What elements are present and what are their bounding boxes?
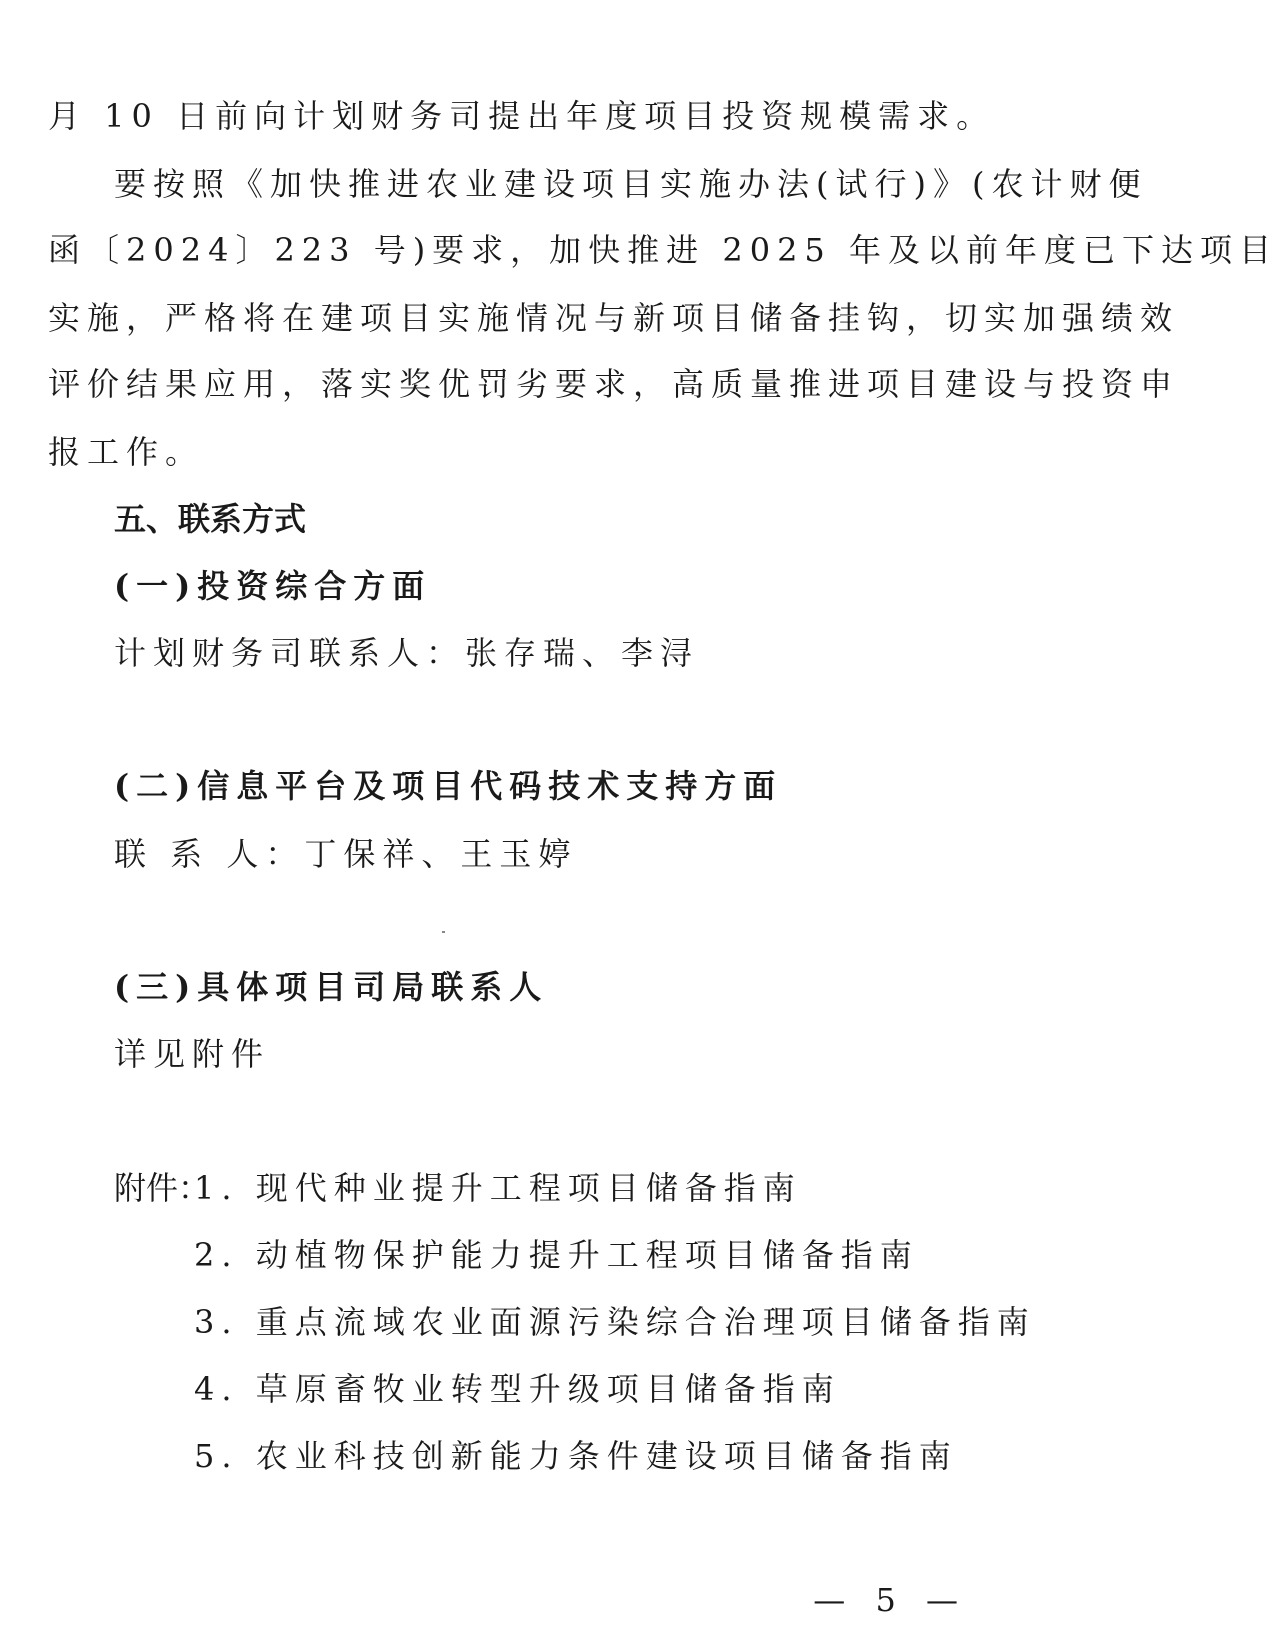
contact-line: 联 系 人：丁保祥、王玉婷 (114, 835, 578, 873)
paragraph-line: 要按照《加快推进农业建设项目实施办法(试行)》(农计财便 (114, 165, 1148, 203)
paragraph-line: 月 10 日前向计划财务司提出年度项目投资规模需求。 (48, 97, 996, 135)
page-number: — 5 — (813, 1581, 968, 1619)
subsection-heading: (二)信息平台及项目代码技术支持方面 (114, 767, 783, 805)
subsection-heading: (三)具体项目司局联系人 (114, 968, 549, 1006)
paragraph-line: 评价结果应用，落实奖优罚劣要求，高质量推进项目建设与投资申 (48, 365, 1180, 403)
paragraph-line: 函〔2024〕223 号)要求，加快推进 2025 年及以前年度已下达项目 (48, 231, 1278, 269)
section-heading: 五、联系方式 (114, 500, 307, 538)
paragraph-line: 报工作。 (48, 433, 205, 471)
stray-mark (442, 931, 445, 933)
contact-line: 详见附件 (114, 1035, 271, 1073)
attachment-item: 5. 农业科技创新能力条件建设项目储备指南 (194, 1437, 958, 1475)
attachment-item: 1. 现代种业提升工程项目储备指南 (194, 1169, 802, 1207)
attachments-label: 附件： (114, 1169, 211, 1207)
contact-line: 计划财务司联系人：张存瑞、李浔 (114, 634, 700, 672)
attachment-item: 2. 动植物保护能力提升工程项目储备指南 (194, 1236, 919, 1274)
attachment-item: 4. 草原畜牧业转型升级项目储备指南 (194, 1370, 841, 1408)
subsection-heading: (一)投资综合方面 (114, 567, 432, 605)
attachment-item: 3. 重点流域农业面源污染综合治理项目储备指南 (194, 1303, 1036, 1341)
paragraph-line: 实施，严格将在建项目实施情况与新项目储备挂钩，切实加强绩效 (48, 299, 1180, 337)
